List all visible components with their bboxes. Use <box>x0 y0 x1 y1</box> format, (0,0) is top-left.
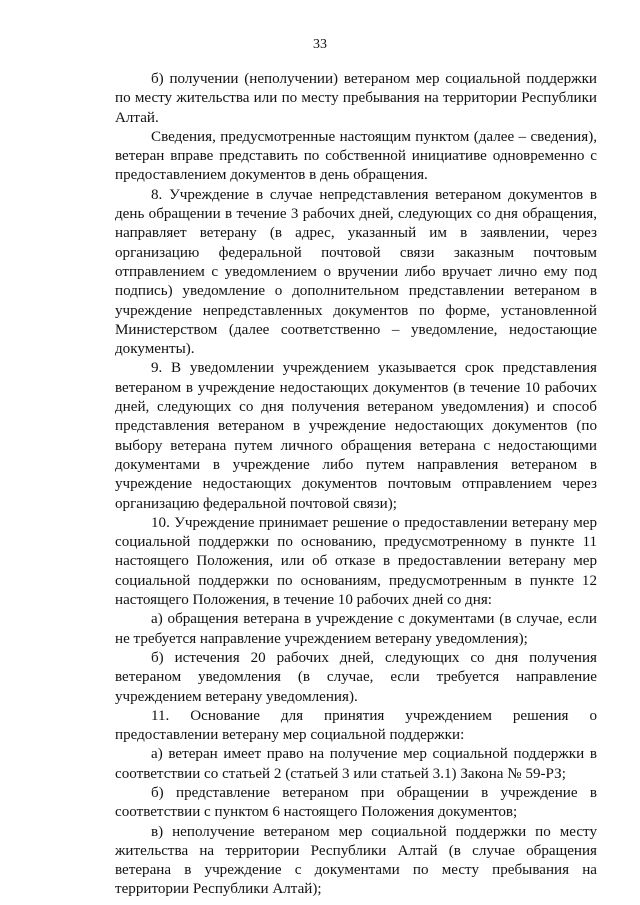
paragraph-item-11-a: а) ветеран имеет право на получение мер социальной поддержки в соответствии со статьей 2 (статьей 3 или статьей 3.1) Закона № 59-РЗ; <box>115 746 597 782</box>
page-number: 33 <box>313 37 327 52</box>
document-body <box>115 70 597 900</box>
paragraph-item-10-a: а) обращения ветерана в учреждение с документами (в случае, если не требуется направление учреждением ветерану уведомления); <box>115 611 597 647</box>
paragraph-item-8: 8. Учреждение в случае непредставления ветераном документов в день обращении в течение 3 рабочих дней, следующих со дня обращения, направляет ветерану (в адрес, указанный им в заявлении, через организацию федеральной почтовой связи заказным почтовым отправлением с уведомлением о вручении либо вручает лично ему под подпись) уведомление о дополнительном представлении ветераном в учреждение непредставленных документов по форме, установленной Министерством (далее соответственно – уведомление, недостающие документы). <box>115 186 597 358</box>
paragraph-information: Сведения, предусмотренные настоящим пунктом (далее – сведения), ветеран вправе представить по собственной инициативе одновременно с предоставлением документов в день обращения. <box>115 128 597 184</box>
paragraph-item-9: 9. В уведомлении учреждением указывается срок представления ветераном в учреждение недостающих документов (в течение 10 рабочих дней, следующих со дня получения ветераном уведомления) и способ представления ветераном в учреждение недостающих документов (по выбору ветерана путем личного обращения ветерана с недостающими документами в учреждение либо путем направления ветераном в учреждение недостающих документов почтовым отправлением через организацию федеральной почтовой связи); <box>115 360 597 512</box>
paragraph-item-11: 11. Основание для принятия учреждением решения о предоставлении ветерану мер социальной поддержки: <box>115 707 597 744</box>
paragraph-item-11-v: в) неполучение ветераном мер социальной поддержки по месту жительства на территории Республики Алтай (в случае обращения ветерана в учреждение с документами по месту пребывания на территории Республики Алтай); <box>115 823 597 898</box>
paragraph-b-receipt: б) получении (неполучении) ветераном мер социальной поддержки по месту жительства или по месту пребывания на территории Республики Алтай. <box>115 71 597 126</box>
paragraph-item-10-b: б) истечения 20 рабочих дней, следующих со дня получения ветераном уведомления (в случае, если требуется направление учреждением ветерану уведомления). <box>115 649 597 705</box>
paragraph-item-10: 10. Учреждение принимает решение о предоставлении ветерану мер социальной поддержки по основанию, предусмотренному в пункте 11 настоящего Положения, или об отказе в предоставлении ветерану мер социальной поддержки по основаниям, предусмотренным в пункте 12 настоящего Положения, в течение 10 рабочих дней со дня: <box>115 514 597 609</box>
paragraph-item-11-b: б) представление ветераном при обращении в учреждение в соответствии с пунктом 6 настоящего Положения документов; <box>115 784 597 821</box>
